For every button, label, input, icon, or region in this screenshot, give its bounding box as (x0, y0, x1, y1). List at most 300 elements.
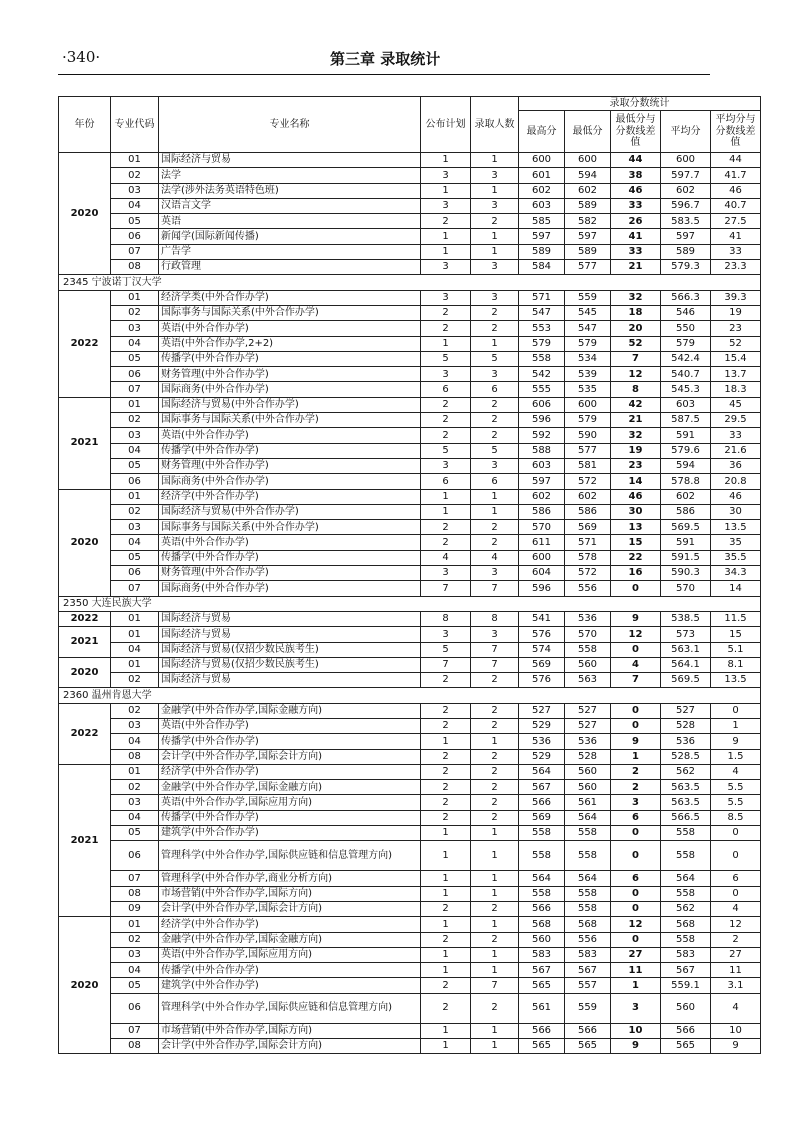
avg-score-cell: 591 (661, 428, 711, 443)
major-code-cell: 02 (111, 780, 159, 795)
min-score-cell: 560 (565, 764, 611, 779)
min-score-cell: 570 (565, 627, 611, 642)
avg-score-cell: 568 (661, 917, 711, 932)
plan-cell: 2 (421, 978, 471, 993)
table-row (59, 428, 761, 443)
plan-cell: 3 (421, 198, 471, 213)
header-max-score: 最高分 (519, 111, 565, 153)
table-row (59, 764, 761, 779)
major-name-cell: 财务管理(中外合作办学) (159, 566, 421, 581)
max-score-cell: 565 (519, 978, 565, 993)
table-row (59, 810, 761, 825)
admitted-cell: 6 (471, 474, 519, 489)
table-row (59, 198, 761, 213)
table-row (59, 382, 761, 397)
avg-score-cell: 545.3 (661, 382, 711, 397)
max-score-cell: 592 (519, 428, 565, 443)
major-code-cell: 01 (111, 764, 159, 779)
year-cell: 2021 (59, 627, 111, 658)
admitted-cell: 2 (471, 397, 519, 412)
admitted-cell: 1 (471, 886, 519, 901)
table-row (59, 566, 761, 581)
avg-score-cell: 591 (661, 535, 711, 550)
avg-diff-cell: 9 (711, 734, 761, 749)
avg-score-cell: 566.3 (661, 290, 711, 305)
plan-cell: 2 (421, 795, 471, 810)
major-name-cell: 管理科学(中外合作办学,国际供应链和信息管理方向) (159, 993, 421, 1023)
plan-cell: 1 (421, 1023, 471, 1038)
plan-cell: 3 (421, 168, 471, 183)
min-score-cell: 558 (565, 642, 611, 657)
table-row (59, 458, 761, 473)
avg-diff-cell: 6 (711, 871, 761, 886)
max-score-cell: 561 (519, 993, 565, 1023)
admitted-cell: 1 (471, 734, 519, 749)
major-code-cell: 05 (111, 826, 159, 841)
table-row (59, 871, 761, 886)
major-name-cell: 法学 (159, 168, 421, 183)
plan-cell: 3 (421, 290, 471, 305)
year-cell: 2020 (59, 153, 111, 275)
table-row (59, 611, 761, 626)
table-row (59, 978, 761, 993)
admitted-cell: 2 (471, 428, 519, 443)
header-avg-score: 平均分 (661, 111, 711, 153)
major-name-cell: 国际事务与国际关系(中外合作办学) (159, 413, 421, 428)
admitted-cell: 7 (471, 978, 519, 993)
table-row (59, 413, 761, 428)
major-code-cell: 07 (111, 244, 159, 259)
max-score-cell: 542 (519, 367, 565, 382)
min-score-cell: 560 (565, 780, 611, 795)
max-score-cell: 527 (519, 703, 565, 718)
min-diff-cell: 0 (611, 581, 661, 596)
avg-score-cell: 528.5 (661, 749, 711, 764)
avg-score-cell: 550 (661, 321, 711, 336)
header-major-name: 专业名称 (159, 97, 421, 153)
max-score-cell: 558 (519, 886, 565, 901)
major-code-cell: 01 (111, 611, 159, 626)
major-name-cell: 广告学 (159, 244, 421, 259)
avg-score-cell: 542.4 (661, 351, 711, 366)
max-score-cell: 584 (519, 260, 565, 275)
major-name-cell: 国际商务(中外合作办学) (159, 581, 421, 596)
admitted-cell: 2 (471, 795, 519, 810)
plan-cell: 3 (421, 458, 471, 473)
avg-score-cell: 597 (661, 229, 711, 244)
plan-cell: 1 (421, 963, 471, 978)
max-score-cell: 571 (519, 290, 565, 305)
max-score-cell: 558 (519, 826, 565, 841)
min-score-cell: 583 (565, 947, 611, 962)
max-score-cell: 586 (519, 504, 565, 519)
avg-score-cell: 558 (661, 886, 711, 901)
year-cell: 2020 (59, 917, 111, 1054)
min-diff-cell: 3 (611, 993, 661, 1023)
min-diff-cell: 6 (611, 810, 661, 825)
major-code-cell: 06 (111, 993, 159, 1023)
university-row (59, 596, 761, 611)
table-row (59, 780, 761, 795)
avg-diff-cell: 12 (711, 917, 761, 932)
min-diff-cell: 12 (611, 367, 661, 382)
max-score-cell: 569 (519, 810, 565, 825)
avg-score-cell: 558 (661, 826, 711, 841)
major-code-cell: 06 (111, 474, 159, 489)
header-year: 年份 (59, 97, 111, 153)
plan-cell: 2 (421, 810, 471, 825)
plan-cell: 1 (421, 947, 471, 962)
min-score-cell: 557 (565, 978, 611, 993)
major-name-cell: 市场营销(中外合作办学,国际方向) (159, 1023, 421, 1038)
max-score-cell: 606 (519, 397, 565, 412)
admitted-cell: 1 (471, 244, 519, 259)
plan-cell: 1 (421, 489, 471, 504)
min-score-cell: 567 (565, 963, 611, 978)
max-score-cell: 566 (519, 901, 565, 916)
avg-score-cell: 603 (661, 397, 711, 412)
table-row (59, 214, 761, 229)
min-score-cell: 577 (565, 443, 611, 458)
admitted-cell: 1 (471, 917, 519, 932)
major-name-cell: 市场营销(中外合作办学,国际方向) (159, 886, 421, 901)
year-cell: 2022 (59, 703, 111, 764)
plan-cell: 2 (421, 993, 471, 1023)
admitted-cell: 2 (471, 932, 519, 947)
table-row (59, 183, 761, 198)
avg-score-cell: 579.6 (661, 443, 711, 458)
major-code-cell: 04 (111, 198, 159, 213)
admitted-cell: 7 (471, 657, 519, 672)
table-row (59, 474, 761, 489)
admitted-cell: 1 (471, 504, 519, 519)
university-name: 2360 温州肯恩大学 (59, 688, 761, 703)
avg-diff-cell: 5.1 (711, 642, 761, 657)
plan-cell: 2 (421, 901, 471, 916)
table-row (59, 657, 761, 672)
plan-cell: 3 (421, 367, 471, 382)
admitted-cell: 3 (471, 367, 519, 382)
max-score-cell: 541 (519, 611, 565, 626)
avg-score-cell: 559.1 (661, 978, 711, 993)
admitted-cell: 8 (471, 611, 519, 626)
table-body (59, 153, 761, 1054)
min-score-cell: 589 (565, 244, 611, 259)
admitted-cell: 6 (471, 382, 519, 397)
avg-score-cell: 528 (661, 718, 711, 733)
min-diff-cell: 6 (611, 871, 661, 886)
admitted-cell: 1 (471, 153, 519, 168)
avg-diff-cell: 41 (711, 229, 761, 244)
min-diff-cell: 0 (611, 718, 661, 733)
major-name-cell: 法学(涉外法务英语特色班) (159, 183, 421, 198)
major-name-cell: 国际经济与贸易(仅招少数民族考生) (159, 642, 421, 657)
table-row (59, 932, 761, 947)
major-code-cell: 05 (111, 458, 159, 473)
plan-cell: 8 (421, 611, 471, 626)
avg-score-cell: 587.5 (661, 413, 711, 428)
header-major-code: 专业代码 (111, 97, 159, 153)
plan-cell: 2 (421, 718, 471, 733)
avg-score-cell: 527 (661, 703, 711, 718)
avg-score-cell: 589 (661, 244, 711, 259)
min-diff-cell: 16 (611, 566, 661, 581)
header-score-stats: 录取分数统计 (519, 97, 761, 111)
major-code-cell: 01 (111, 489, 159, 504)
table-row (59, 703, 761, 718)
major-code-cell: 03 (111, 520, 159, 535)
min-score-cell: 558 (565, 841, 611, 871)
avg-score-cell: 570 (661, 581, 711, 596)
avg-score-cell: 536 (661, 734, 711, 749)
avg-diff-cell: 41.7 (711, 168, 761, 183)
max-score-cell: 579 (519, 336, 565, 351)
admitted-cell: 3 (471, 198, 519, 213)
major-name-cell: 经济学类(中外合作办学) (159, 290, 421, 305)
major-name-cell: 国际事务与国际关系(中外合作办学) (159, 520, 421, 535)
table-row (59, 504, 761, 519)
min-diff-cell: 0 (611, 826, 661, 841)
major-code-cell: 04 (111, 734, 159, 749)
major-code-cell: 02 (111, 673, 159, 688)
avg-score-cell: 578.8 (661, 474, 711, 489)
min-score-cell: 545 (565, 305, 611, 320)
min-diff-cell: 14 (611, 474, 661, 489)
min-diff-cell: 10 (611, 1023, 661, 1038)
max-score-cell: 570 (519, 520, 565, 535)
plan-cell: 1 (421, 504, 471, 519)
avg-score-cell: 540.7 (661, 367, 711, 382)
major-code-cell: 05 (111, 550, 159, 565)
table-row (59, 795, 761, 810)
min-score-cell: 527 (565, 718, 611, 733)
admitted-cell: 1 (471, 489, 519, 504)
admitted-cell: 1 (471, 947, 519, 962)
avg-diff-cell: 15 (711, 627, 761, 642)
min-score-cell: 594 (565, 168, 611, 183)
admitted-cell: 7 (471, 581, 519, 596)
table-row (59, 550, 761, 565)
admitted-cell: 2 (471, 810, 519, 825)
avg-score-cell: 546 (661, 305, 711, 320)
major-name-cell: 传播学(中外合作办学) (159, 963, 421, 978)
plan-cell: 2 (421, 535, 471, 550)
admitted-cell: 2 (471, 993, 519, 1023)
avg-score-cell: 579.3 (661, 260, 711, 275)
plan-cell: 1 (421, 871, 471, 886)
table-row (59, 901, 761, 916)
major-code-cell: 04 (111, 336, 159, 351)
major-name-cell: 财务管理(中外合作办学) (159, 367, 421, 382)
major-code-cell: 07 (111, 871, 159, 886)
plan-cell: 1 (421, 244, 471, 259)
plan-cell: 2 (421, 932, 471, 947)
min-diff-cell: 2 (611, 764, 661, 779)
max-score-cell: 603 (519, 198, 565, 213)
avg-score-cell: 579 (661, 336, 711, 351)
min-score-cell: 539 (565, 367, 611, 382)
header-admitted: 录取人数 (471, 97, 519, 153)
major-name-cell: 汉语言文学 (159, 198, 421, 213)
max-score-cell: 558 (519, 351, 565, 366)
min-diff-cell: 0 (611, 642, 661, 657)
min-score-cell: 600 (565, 153, 611, 168)
header-min-diff: 最低分与分数线差值 (611, 111, 661, 153)
plan-cell: 6 (421, 382, 471, 397)
avg-diff-cell: 23.3 (711, 260, 761, 275)
max-score-cell: 597 (519, 474, 565, 489)
min-score-cell: 560 (565, 657, 611, 672)
admitted-cell: 2 (471, 703, 519, 718)
plan-cell: 2 (421, 673, 471, 688)
max-score-cell: 567 (519, 780, 565, 795)
table-row (59, 290, 761, 305)
avg-diff-cell: 1 (711, 718, 761, 733)
major-code-cell: 02 (111, 932, 159, 947)
avg-score-cell: 558 (661, 932, 711, 947)
avg-diff-cell: 10 (711, 1023, 761, 1038)
plan-cell: 1 (421, 917, 471, 932)
avg-diff-cell: 46 (711, 489, 761, 504)
admitted-cell: 3 (471, 566, 519, 581)
max-score-cell: 588 (519, 443, 565, 458)
table-row (59, 351, 761, 366)
avg-score-cell: 569.5 (661, 520, 711, 535)
plan-cell: 2 (421, 780, 471, 795)
max-score-cell: 600 (519, 153, 565, 168)
max-score-cell: 529 (519, 749, 565, 764)
min-diff-cell: 46 (611, 183, 661, 198)
min-score-cell: 566 (565, 1023, 611, 1038)
min-score-cell: 581 (565, 458, 611, 473)
chapter-title: 第三章 录取统计 (330, 50, 441, 68)
avg-diff-cell: 52 (711, 336, 761, 351)
max-score-cell: 597 (519, 229, 565, 244)
max-score-cell: 547 (519, 305, 565, 320)
min-diff-cell: 41 (611, 229, 661, 244)
admitted-cell: 4 (471, 550, 519, 565)
min-score-cell: 564 (565, 871, 611, 886)
avg-diff-cell: 27.5 (711, 214, 761, 229)
major-code-cell: 07 (111, 382, 159, 397)
min-score-cell: 536 (565, 611, 611, 626)
max-score-cell: 602 (519, 489, 565, 504)
plan-cell: 2 (421, 703, 471, 718)
avg-score-cell: 600 (661, 153, 711, 168)
year-cell: 2022 (59, 611, 111, 626)
max-score-cell: 601 (519, 168, 565, 183)
plan-cell: 2 (421, 413, 471, 428)
avg-score-cell: 583 (661, 947, 711, 962)
min-diff-cell: 1 (611, 749, 661, 764)
major-name-cell: 英语(中外合作办学,国际应用方向) (159, 947, 421, 962)
min-score-cell: 568 (565, 917, 611, 932)
major-name-cell: 管理科学(中外合作办学,商业分析方向) (159, 871, 421, 886)
major-name-cell: 国际经济与贸易 (159, 611, 421, 626)
plan-cell: 1 (421, 826, 471, 841)
admitted-cell: 2 (471, 305, 519, 320)
major-name-cell: 金融学(中外合作办学,国际金融方向) (159, 703, 421, 718)
max-score-cell: 564 (519, 871, 565, 886)
max-score-cell: 576 (519, 627, 565, 642)
min-diff-cell: 12 (611, 917, 661, 932)
major-code-cell: 03 (111, 947, 159, 962)
avg-score-cell: 566.5 (661, 810, 711, 825)
max-score-cell: 536 (519, 734, 565, 749)
min-score-cell: 582 (565, 214, 611, 229)
max-score-cell: 568 (519, 917, 565, 932)
table-row (59, 244, 761, 259)
major-name-cell: 传播学(中外合作办学) (159, 550, 421, 565)
major-code-cell: 07 (111, 581, 159, 596)
min-diff-cell: 33 (611, 244, 661, 259)
table-row (59, 841, 761, 871)
min-score-cell: 561 (565, 795, 611, 810)
avg-diff-cell: 4 (711, 901, 761, 916)
major-name-cell: 英语(中外合作办学) (159, 321, 421, 336)
min-diff-cell: 26 (611, 214, 661, 229)
major-name-cell: 英语(中外合作办学,2+2) (159, 336, 421, 351)
table-row (59, 1023, 761, 1038)
avg-diff-cell: 19 (711, 305, 761, 320)
min-score-cell: 571 (565, 535, 611, 550)
major-code-cell: 04 (111, 642, 159, 657)
major-code-cell: 04 (111, 535, 159, 550)
major-name-cell: 传播学(中外合作办学) (159, 734, 421, 749)
plan-cell: 3 (421, 627, 471, 642)
min-score-cell: 528 (565, 749, 611, 764)
major-name-cell: 国际经济与贸易(仅招少数民族考生) (159, 657, 421, 672)
admitted-cell: 2 (471, 321, 519, 336)
avg-score-cell: 594 (661, 458, 711, 473)
major-code-cell: 05 (111, 351, 159, 366)
admitted-cell: 7 (471, 642, 519, 657)
table-row (59, 917, 761, 932)
min-score-cell: 569 (565, 520, 611, 535)
min-diff-cell: 2 (611, 780, 661, 795)
plan-cell: 7 (421, 657, 471, 672)
header-min-score: 最低分 (565, 111, 611, 153)
university-name: 2345 宁波诺丁汉大学 (59, 275, 761, 290)
table-row (59, 673, 761, 688)
table-row (59, 336, 761, 351)
major-name-cell: 英语(中外合作办学,国际应用方向) (159, 795, 421, 810)
avg-diff-cell: 1.5 (711, 749, 761, 764)
admitted-cell: 1 (471, 963, 519, 978)
min-diff-cell: 3 (611, 795, 661, 810)
min-diff-cell: 22 (611, 550, 661, 565)
header-avg-diff: 平均分与分数线差值 (711, 111, 761, 153)
major-name-cell: 新闻学(国际新闻传播) (159, 229, 421, 244)
table-row (59, 993, 761, 1023)
avg-diff-cell: 0 (711, 703, 761, 718)
admission-score-table (58, 96, 761, 1054)
avg-diff-cell: 13.5 (711, 520, 761, 535)
major-name-cell: 会计学(中外合作办学,国际会计方向) (159, 1039, 421, 1054)
max-score-cell: 560 (519, 932, 565, 947)
max-score-cell: 596 (519, 581, 565, 596)
max-score-cell: 574 (519, 642, 565, 657)
avg-diff-cell: 14 (711, 581, 761, 596)
admitted-cell: 2 (471, 673, 519, 688)
university-row (59, 275, 761, 290)
avg-score-cell: 562 (661, 764, 711, 779)
plan-cell: 2 (421, 305, 471, 320)
min-score-cell: 602 (565, 183, 611, 198)
avg-diff-cell: 21.6 (711, 443, 761, 458)
major-name-cell: 国际事务与国际关系(中外合作办学) (159, 305, 421, 320)
avg-score-cell: 586 (661, 504, 711, 519)
